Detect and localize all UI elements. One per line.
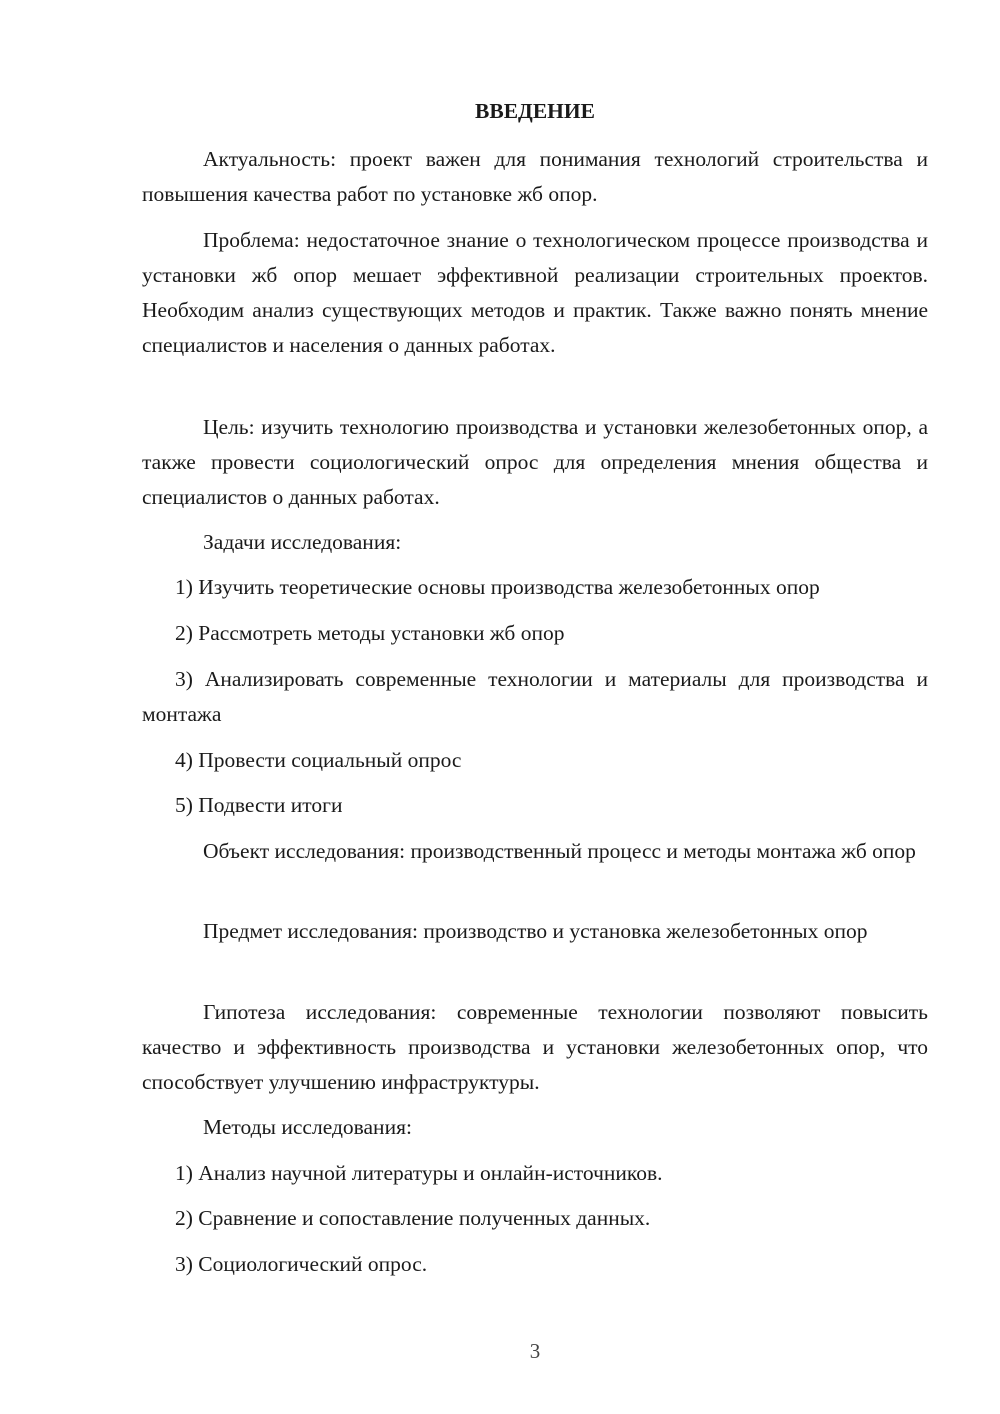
- page-number: 3: [529, 1339, 541, 1363]
- object-paragraph: Объект исследования: производственный процесс и методы монтажа жб опор: [203, 839, 916, 863]
- hypothesis-paragraph: Гипотеза исследования: современные технологии позволяют повысить качество и эффективность производства и установки железобетонных опор, что способствует улучшению инфраструктуры.: [142, 1000, 928, 1094]
- method-item: 2) Сравнение и сопоставление полученных данных.: [175, 1206, 651, 1230]
- page-title: ВВЕДЕНИЕ: [475, 99, 595, 123]
- task-item: 5) Подвести итоги: [175, 793, 343, 817]
- methods-heading: Методы исследования:: [203, 1115, 412, 1139]
- task-item: 2) Рассмотреть методы установки жб опор: [175, 621, 565, 645]
- tasks-heading: Задачи исследования:: [203, 530, 402, 554]
- method-item: 1) Анализ научной литературы и онлайн-источников.: [175, 1161, 663, 1185]
- task-item: 3) Анализировать современные технологии и материалы для производства и монтажа: [142, 667, 928, 726]
- goal-paragraph: Цель: изучить технологию производства и установки железобетонных опор, а также провести социологический опрос для определения мнения общества и специалистов о данных работах.: [142, 415, 928, 509]
- relevance-paragraph: Актуальность: проект важен для понимания технологий строительства и повышения качества работ по установке жб опор.: [142, 147, 928, 206]
- problem-paragraph: Проблема: недостаточное знание о технологическом процессе производства и установки жб опор мешает эффективной реализации строительных проектов. Необходим анализ существующих методов и практик. Также важно понять мнение специалистов и населения о данных работах.: [142, 228, 928, 357]
- task-item: 4) Провести социальный опрос: [175, 748, 462, 772]
- subject-paragraph: Предмет исследования: производство и установка железобетонных опор: [203, 919, 868, 943]
- task-item: 1) Изучить теоретические основы производства железобетонных опор: [175, 575, 820, 599]
- method-item: 3) Социологический опрос.: [175, 1252, 428, 1276]
